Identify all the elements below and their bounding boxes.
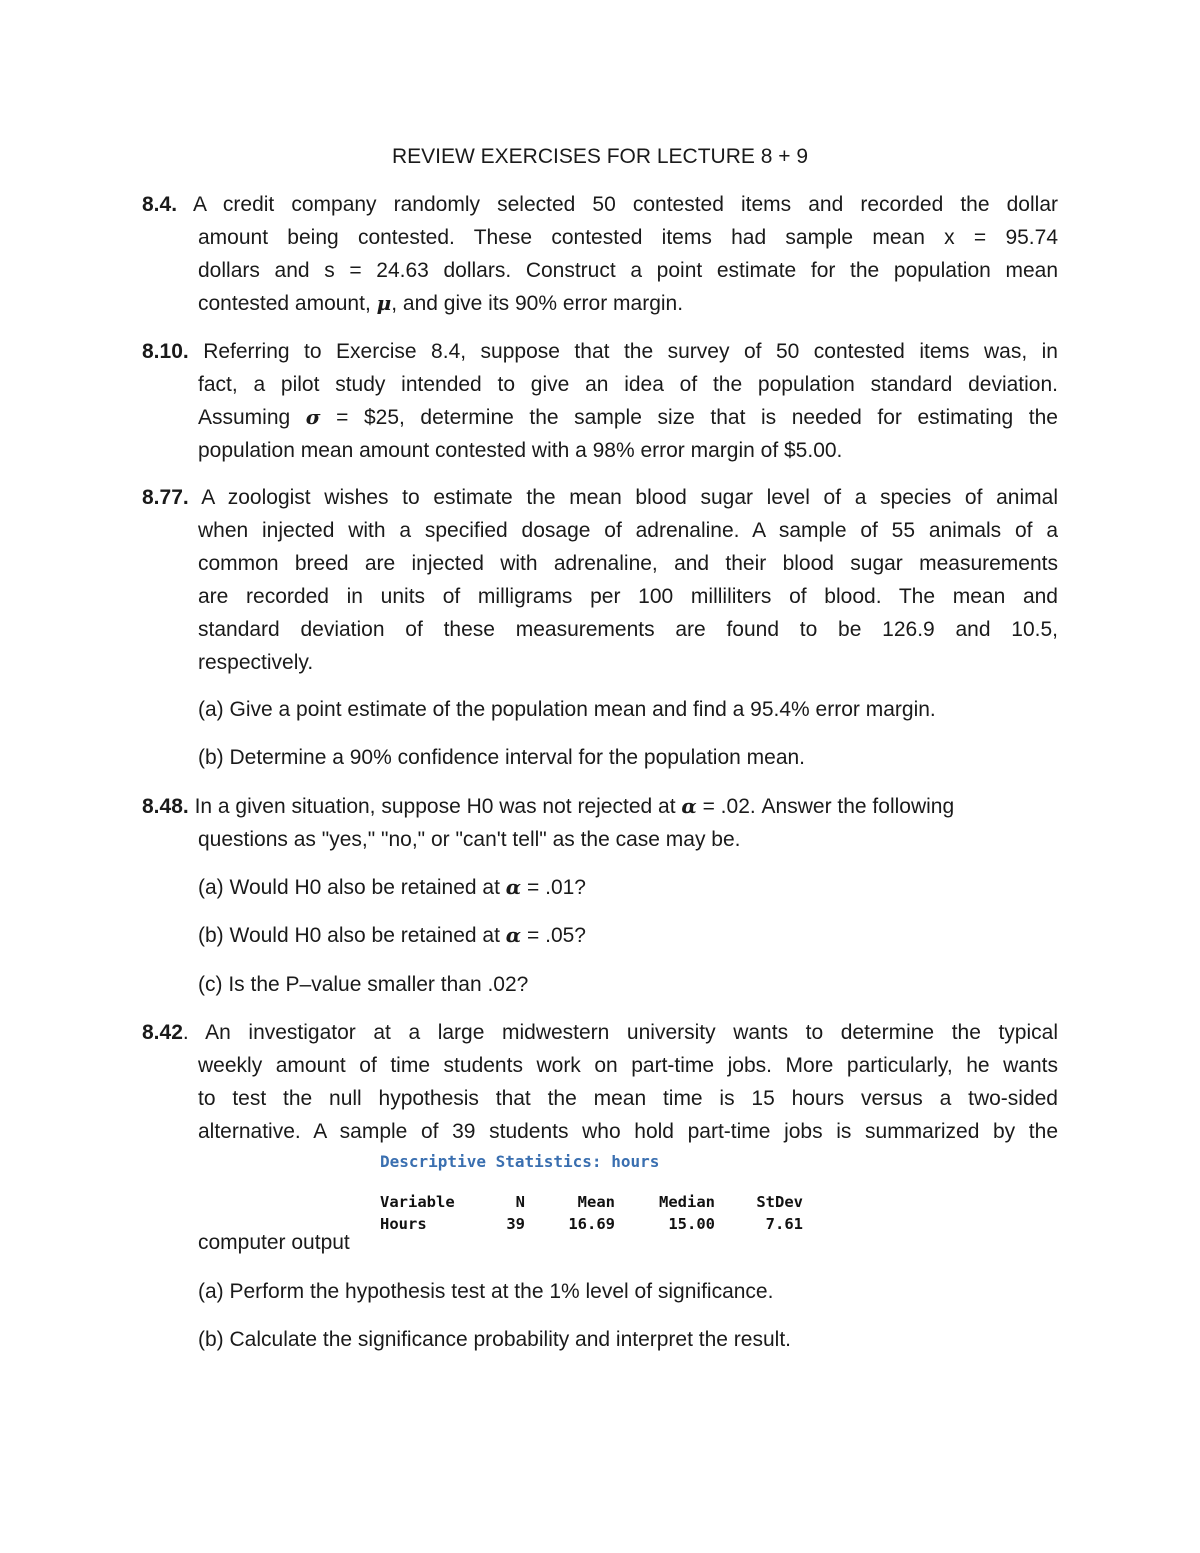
exercise-8-10 — [142, 335, 1058, 467]
exercise-line — [142, 335, 1058, 368]
stats-header-stdev: StDev — [756, 1193, 803, 1211]
exercise-8-48 — [142, 790, 1058, 856]
stats-cell-median: 15.00 — [668, 1215, 715, 1233]
stats-header-row — [380, 1191, 803, 1213]
exercise-line: to test the null hypothesis that the mean time is 15 hours versus a two-sided — [198, 1087, 1058, 1110]
exercise-line: weekly amount of time students work on part-time jobs. More particularly, he wants — [198, 1054, 1058, 1077]
alpha-symbol: α — [505, 923, 522, 947]
stats-header-median: Median — [659, 1193, 715, 1211]
exercise-line: amount being contested. These contested items had sample mean x = 95.74 — [198, 226, 1058, 249]
exercise-text: Referring to Exercise 8.4, suppose that the survey of 50 contested items was, in — [203, 340, 1058, 363]
exercise-number: 8.10. — [142, 340, 189, 363]
text-fragment: , and give its 90% error margin. — [391, 292, 684, 315]
text-fragment: = $25, determine the sample size that is needed for estimating the — [320, 406, 1058, 429]
exercise-8-48-part-b — [198, 919, 586, 952]
stats-cell-stdev: 7.61 — [765, 1215, 803, 1233]
exercise-text: An investigator at a large midwestern university wants to determine the typical — [205, 1021, 1058, 1044]
exercise-line — [142, 481, 1058, 514]
exercise-line: dollars and s = 24.63 dollars. Construct a point estimate for the population mean — [198, 259, 1058, 282]
stats-title: Descriptive Statistics: hours — [380, 1152, 660, 1171]
exercise-8-77-part-b: (b) Determine a 90% confidence interval for the population mean. — [198, 746, 806, 769]
exercise-number: 8.4. — [142, 193, 178, 216]
stats-header-n: N — [515, 1193, 525, 1211]
exercise-line: questions as "yes," "no," or "can't tell" as the case may be. — [198, 828, 741, 851]
stats-table — [380, 1191, 803, 1235]
stats-cell-variable: Hours — [380, 1215, 427, 1233]
exercise-line — [142, 188, 1058, 221]
page-title: REVIEW EXERCISES FOR LECTURE 8 + 9 — [391, 145, 809, 168]
exercise-line: standard deviation of these measurements are found to be 126.9 and 10.5, — [198, 618, 1058, 641]
sigma-symbol: σ — [305, 405, 321, 429]
text-fragment: = .01? — [521, 876, 586, 899]
table-row — [380, 1213, 803, 1235]
stats-header-variable: Variable — [380, 1193, 455, 1211]
text-fragment: = .05? — [521, 924, 586, 947]
exercise-8-42-part-a: (a) Perform the hypothesis test at the 1% level of significance. — [198, 1280, 774, 1303]
exercise-text: A credit company randomly selected 50 contested items and recorded the dollar — [192, 193, 1058, 216]
exercise-number-suffix: . — [182, 1021, 189, 1044]
text-fragment: Assuming — [198, 406, 306, 429]
exercise-8-48-part-c: (c) Is the P–value smaller than .02? — [198, 973, 529, 996]
exercise-line: are recorded in units of milligrams per 100 milliliters of blood. The mean and — [198, 585, 1058, 608]
exercise-line: fact, a pilot study intended to give an idea of the population standard deviation. — [198, 373, 1058, 396]
text-fragment: In a given situation, suppose H0 was not rejected at — [194, 795, 682, 818]
exercise-8-4 — [142, 188, 1058, 320]
exercise-line: respectively. — [198, 651, 314, 674]
mu-symbol: μ — [376, 291, 392, 315]
exercise-line: common breed are injected with adrenaline, and their blood sugar measurements — [198, 552, 1058, 575]
exercise-8-77-part-a: (a) Give a point estimate of the population mean and find a 95.4% error margin. — [198, 698, 936, 721]
text-fragment: (a) Would H0 also be retained at — [198, 876, 506, 899]
exercise-line — [142, 1016, 1058, 1049]
exercise-8-42 — [142, 1016, 1058, 1148]
exercise-line — [142, 790, 1058, 823]
exercise-number: 8.42 — [142, 1021, 183, 1044]
exercise-number: 8.77. — [142, 486, 189, 509]
exercise-line — [198, 401, 1058, 434]
text-fragment: (b) Would H0 also be retained at — [198, 924, 506, 947]
exercise-line — [198, 287, 1058, 320]
descriptive-statistics-output — [380, 1152, 803, 1235]
stats-cell-n: 39 — [506, 1215, 525, 1233]
exercise-line: population mean amount contested with a 98% error margin of $5.00. — [198, 439, 843, 462]
exercise-text: A zoologist wishes to estimate the mean blood sugar level of a species of animal — [201, 486, 1058, 509]
stats-header-mean: Mean — [577, 1193, 615, 1211]
exercise-number: 8.48. — [142, 795, 189, 818]
text-fragment: = .02. Answer the following — [696, 795, 955, 818]
exercise-8-42-part-b: (b) Calculate the significance probability and interpret the result. — [198, 1328, 791, 1351]
text-fragment: contested amount, — [198, 292, 377, 315]
exercise-8-77 — [142, 481, 1058, 679]
stats-cell-mean: 16.69 — [568, 1215, 615, 1233]
exercise-8-48-part-a — [198, 871, 586, 904]
exercise-line: alternative. A sample of 39 students who hold part-time jobs is summarized by the — [198, 1120, 1058, 1143]
alpha-symbol: α — [505, 875, 522, 899]
alpha-symbol: α — [681, 794, 697, 818]
exercise-line: when injected with a specified dosage of adrenaline. A sample of 55 animals of a — [198, 519, 1058, 542]
computer-output-label: computer output — [198, 1231, 350, 1254]
